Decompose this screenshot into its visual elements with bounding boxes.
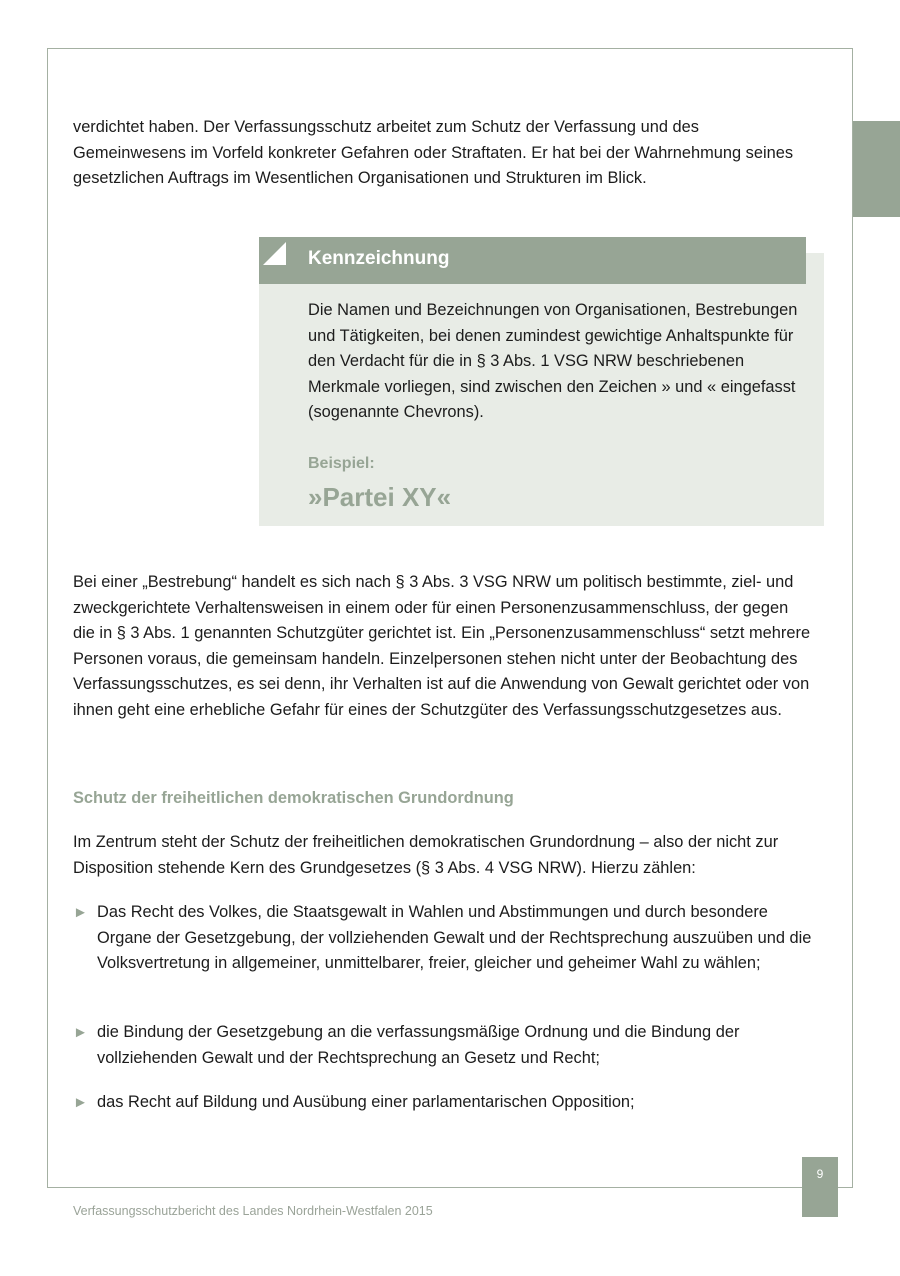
list-item: [73, 1020, 813, 1071]
page-number-tab: [802, 1157, 838, 1217]
bullet-arrow-icon: ►: [73, 1024, 88, 1041]
section-heading: Schutz der freiheitlichen demokratischen Grundordnung: [73, 789, 514, 807]
section-intro: Im Zentrum steht der Schutz der freiheitlichen demokratischen Grundordnung – also der nicht zur Disposition stehende Kern des Grundgesetzes (§ 3 Abs. 4 VSG NRW). Hierzu zählen:: [73, 833, 779, 877]
bullet-arrow-icon: ►: [73, 904, 88, 921]
list-item-text: die Bindung der Gesetzgebung an die verfassungsmäßige Ordnung und die Bindung der vollziehenden Gewalt und der Rechtsprechung an Gesetz und Recht;: [97, 1023, 740, 1067]
intro-paragraph: verdichtet haben. Der Verfassungsschutz arbeitet zum Schutz der Verfassung und des Gemeinwesens im Vorfeld konkreter Gefahren oder Straftaten. Er hat bei der Wahrnehmung seines gesetzlichen Auftrags im Wesentlichen Organisationen und Strukturen im Blick.: [73, 118, 794, 188]
info-box-title: Kennzeichnung: [308, 248, 450, 269]
example-label: Beispiel:: [308, 455, 375, 472]
list-item: [73, 900, 813, 977]
example-name: »Partei XY«: [308, 482, 452, 512]
list-item-text: das Recht auf Bildung und Ausübung einer parlamentarischen Opposition;: [97, 1093, 635, 1111]
page-number: 9: [816, 1167, 824, 1181]
paragraph-bestrebung: Bei einer „Bestrebung“ handelt es sich nach § 3 Abs. 3 VSG NRW um politisch bestimmte, ziel- und zweckgerichtete Verhaltensweisen in einem oder für einen Personenzusammenschluss, der gegen die in § 3 Abs. 1 genannten Schutzgüter gerichtet ist. Ein „Personenzusammenschluss“ setzt mehrere Personen voraus, die gemeinsam handeln. Einzelpersonen stehen nicht unter der Beobachtung des Verfassungsschutzes, es sei denn, ihr Verhalten ist auf die Anwendung von Gewalt gerichtet oder von ihnen geht eine erhebliche Gefahr für eines der Schutzgüter des Verfassungsschutzgesetzes aus.: [73, 573, 811, 719]
chapter-side-tab: [853, 121, 900, 217]
footer-text: Verfassungsschutzbericht des Landes Nordrhein-Westfalen 2015: [73, 1204, 433, 1218]
corner-triangle-icon: [263, 242, 286, 265]
info-box-body: Die Namen und Bezeichnungen von Organisationen, Bestrebungen und Tätigkeiten, bei denen zumindest gewichtige Anhaltspunkte für den Verdacht für die in § 3 Abs. 1 VSG NRW beschriebenen Merkmale vorliegen, sind zwischen den Zeichen » und « eingefasst (sogenannte Chevrons).: [308, 301, 798, 422]
list-item: [73, 1090, 813, 1116]
bullet-arrow-icon: ►: [73, 1094, 88, 1111]
list-item-text: Das Recht des Volkes, die Staatsgewalt in Wahlen und Abstimmungen und durch besondere Organe der Gesetzgebung, der vollziehenden Gewalt und der Rechtsprechung auszuüben und die Volksvertretung in allgemeiner, unmittelbarer, freier, gleicher und geheimer Wahl zu wählen;: [97, 903, 812, 973]
